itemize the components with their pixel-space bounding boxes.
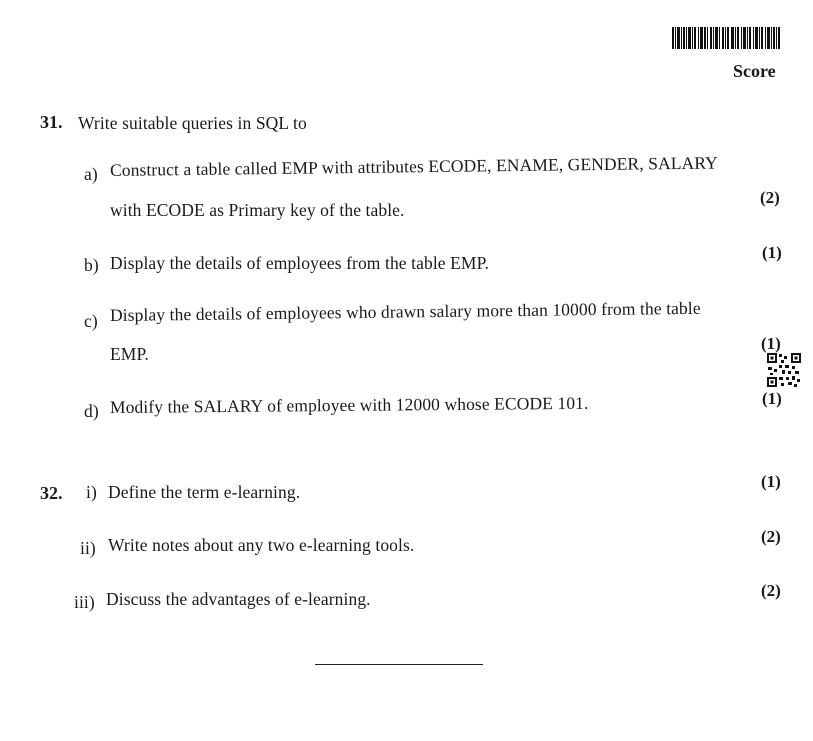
- q32-part-i-marks: (1): [761, 472, 781, 491]
- q31-part-a-line-2: with ECODE as Primary key of the table.: [110, 200, 405, 220]
- q32-part-i-text: Define the term e-learning.: [108, 482, 301, 502]
- barcode-icon: [672, 27, 780, 49]
- q31-part-d-line-1: Modify the SALARY of employee with 12000 whose ECODE 101.: [109, 392, 589, 417]
- qr-code-icon: [767, 353, 801, 387]
- end-rule-divider: [315, 664, 483, 665]
- q31-part-a-label: a): [84, 164, 98, 184]
- score-label: Score: [733, 61, 776, 81]
- q31-part-c-marks: (1): [761, 334, 781, 353]
- q32-part-ii-marks: (2): [761, 527, 781, 546]
- question-31-stem: Write suitable queries in SQL to: [78, 113, 307, 133]
- question-31-number: 31.: [40, 112, 63, 132]
- q32-part-iii-label: iii): [74, 592, 95, 612]
- q31-part-d-marks: (1): [762, 389, 782, 408]
- q32-part-iii-text: Discuss the advantages of e-learning.: [106, 589, 371, 609]
- q31-part-c-line-1: Display the details of employees who drawn salary more than 10000 from the table: [109, 297, 701, 325]
- q32-part-ii-text: Write notes about any two e-learning tools.: [108, 535, 415, 555]
- q31-part-b-label: b): [84, 255, 99, 275]
- q31-part-c-label: c): [84, 311, 98, 331]
- q31-part-b-line-1: Display the details of employees from the table EMP.: [110, 253, 489, 273]
- q31-part-d-label: d): [84, 401, 99, 421]
- question-32-number: 32.: [40, 483, 63, 503]
- q31-part-b-marks: (1): [762, 243, 782, 262]
- q31-part-a-marks: (2): [760, 188, 780, 207]
- q31-part-a-line-1: Construct a table called EMP with attributes ECODE, ENAME, GENDER, SALARY: [109, 152, 718, 180]
- q32-part-iii-marks: (2): [761, 581, 781, 600]
- q32-part-ii-label: ii): [80, 538, 96, 558]
- q32-part-i-label: i): [86, 482, 97, 502]
- q31-part-c-line-2: EMP.: [110, 344, 149, 364]
